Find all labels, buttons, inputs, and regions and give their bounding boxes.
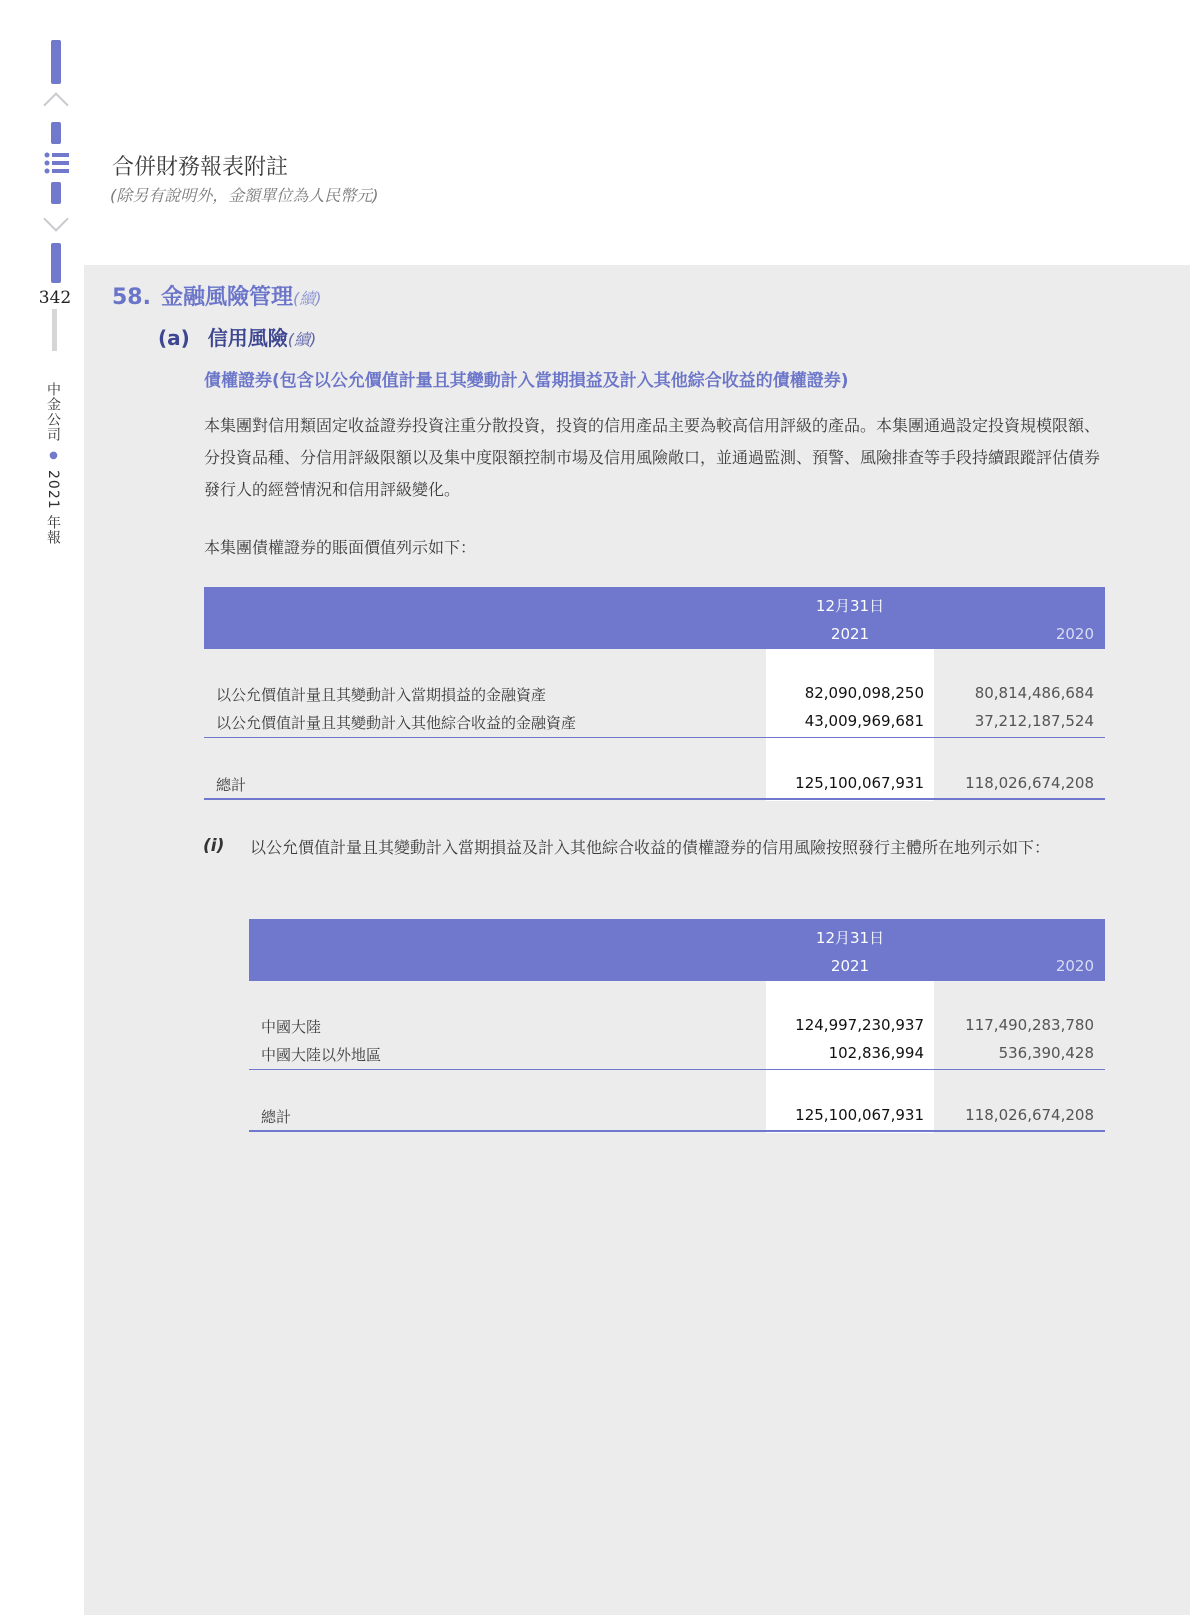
issuer-location-table	[249, 919, 1105, 1133]
nav-bar-mid	[51, 122, 61, 144]
total-label: 總計	[261, 1108, 292, 1126]
year-current-header: 2021	[830, 625, 870, 643]
table-row-label: 中國大陸	[261, 1018, 322, 1036]
carrying-value-table	[204, 587, 1105, 801]
table-header	[249, 919, 1105, 981]
table-cell-prior: 80,814,486,684	[974, 684, 1094, 702]
separator-dot-icon: ●	[48, 450, 59, 462]
table-header	[204, 587, 1105, 649]
chevron-down-icon[interactable]	[43, 206, 68, 231]
table-cell-prior: 117,490,283,780	[965, 1016, 1094, 1034]
table-row-label: 中國大陸以外地區	[261, 1046, 382, 1064]
table-cell-current: 102,836,994	[828, 1044, 924, 1062]
year-prior-header: 2020	[1055, 957, 1094, 975]
date-header: 12月31日	[815, 597, 885, 615]
table-cell-current: 43,009,969,681	[804, 712, 924, 730]
nav-bar-bottom	[51, 243, 61, 283]
table-cell-current: 124,997,230,937	[795, 1016, 924, 1034]
nav-divider	[52, 309, 57, 351]
note-text: 以公允價值計量且其變動計入當期損益及計入其他綜合收益的債權證券的信用風險按照發行主體所在地列示如下：	[250, 838, 1051, 857]
table-row-label: 以公允價值計量且其變動計入其他綜合收益的金融資產	[216, 714, 577, 732]
subsection-index: (a)	[158, 326, 190, 350]
total-current: 125,100,067,931	[795, 1106, 924, 1124]
date-header: 12月31日	[815, 929, 885, 947]
report-year-label: 2021 年報	[45, 470, 61, 546]
topic-paragraph: 本集團對信用類固定收益證券投資注重分散投資，投資的信用產品主要為較高信用評級的產品。本集團通過設定投資規模限額、分投資品種、分信用評級限額以及集中度限額控制市場及信用風險敞口，並通過監測、預警、風險排查等手段持續跟蹤評估債券發行人的經營情況和信用評級變化。	[204, 416, 1101, 499]
document-subtitle: (除另有說明外，金額單位為人民幣元)	[110, 186, 379, 205]
total-prior: 118,026,674,208	[965, 774, 1094, 792]
section-continued: (續)	[293, 289, 322, 308]
subsection-continued: (續)	[287, 330, 317, 349]
chevron-up-icon[interactable]	[43, 92, 68, 117]
total-label: 總計	[216, 776, 247, 794]
table-row-label: 以公允價值計量且其變動計入當期損益的金融資產	[216, 686, 547, 704]
table-cell-prior: 536,390,428	[998, 1044, 1094, 1062]
year-current-header: 2021	[830, 957, 870, 975]
note-marker: (i)	[203, 836, 225, 856]
total-rule	[204, 798, 1105, 800]
company-name: 中金公司	[45, 382, 61, 442]
table1-intro: 本集團債權證券的賬面價值列示如下：	[204, 538, 477, 557]
nav-bar-top	[51, 40, 61, 84]
report-vertical-label	[43, 382, 63, 545]
topic-heading: 債權證券(包含以公允價值計量且其變動計入當期損益及計入其他綜合收益的債權證券)	[204, 371, 849, 391]
subsection-title: 信用風險	[207, 326, 288, 350]
table-cell-current: 82,090,098,250	[804, 684, 924, 702]
section-number: 58.	[112, 285, 151, 310]
year-prior-header: 2020	[1055, 625, 1094, 643]
document-title: 合併財務報表附註	[112, 155, 289, 180]
total-current: 125,100,067,931	[795, 774, 924, 792]
total-rule	[249, 1130, 1105, 1132]
nav-bar-lower	[51, 182, 61, 204]
total-prior: 118,026,674,208	[965, 1106, 1094, 1124]
subtotal-rule	[249, 1069, 1105, 1070]
section-heading	[112, 280, 322, 311]
table-cell-prior: 37,212,187,524	[974, 712, 1094, 730]
menu-list-icon[interactable]	[44, 152, 70, 174]
section-title: 金融風險管理	[160, 285, 293, 310]
subtotal-rule	[204, 737, 1105, 738]
page-number: 342	[38, 288, 72, 308]
subsection-heading	[158, 322, 316, 351]
